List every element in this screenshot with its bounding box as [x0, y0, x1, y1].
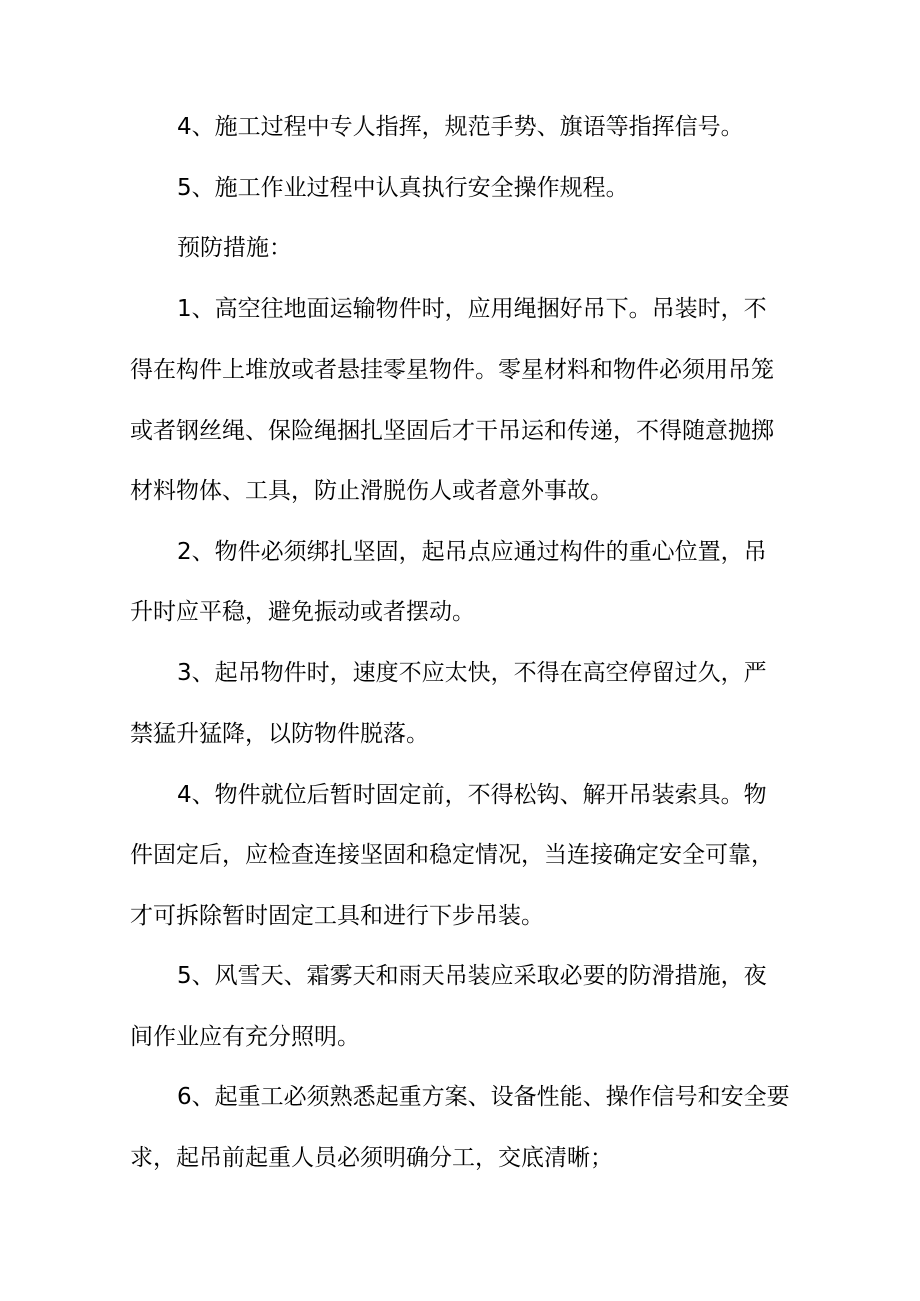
- text-line: [0, 653, 920, 693]
- text-line: [0, 714, 920, 754]
- text-line: [0, 107, 920, 147]
- text-line: [0, 228, 920, 268]
- text-line: [0, 1077, 920, 1117]
- text-line-content: 件固定后，应检查连接坚固和稳定情况，当连接确定安全可靠，: [130, 842, 774, 868]
- text-line: [0, 168, 920, 208]
- text-line-content: 4、施工过程中专人指挥，规范手势、旗语等指挥信号。: [177, 114, 744, 140]
- text-line-content: 禁猛升猛降，以防物件脱落。: [130, 721, 429, 747]
- text-line-content: 求，起吊前起重人员必须明确分工，交底清晰；: [130, 1145, 613, 1171]
- text-line-content: 或者钢丝绳、保险绳捆扎坚固后才干吊运和传递，不得随意抛掷: [130, 418, 774, 444]
- text-line-content: 4、物件就位后暂时固定前，不得松钩、解开吊装索具。物: [177, 782, 767, 808]
- text-line: [0, 956, 920, 996]
- text-line-content: 5、施工作业过程中认真执行安全操作规程。: [177, 175, 629, 201]
- text-line-content: 间作业应有充分照明。: [130, 1024, 360, 1050]
- text-line-content: 材料物体、工具，防止滑脱伤人或者意外事故。: [130, 478, 613, 504]
- text-line: [0, 411, 920, 451]
- text-line: [0, 471, 920, 511]
- text-line: [0, 1017, 920, 1057]
- text-line: [0, 835, 920, 875]
- text-line-content: 升时应平稳，避免振动或者摆动。: [130, 599, 475, 625]
- text-line: [0, 775, 920, 815]
- text-line-content: 得在构件上堆放或者悬挂零星物件。零星材料和物件必须用吊笼: [130, 357, 774, 383]
- text-line-content: 3、起吊物件时，速度不应太快，不得在高空停留过久，严: [177, 660, 767, 686]
- text-line: [0, 289, 920, 329]
- text-line-content: 1、高空往地面运输物件时，应用绳捆好吊下。吊装时，不: [177, 296, 767, 322]
- text-line-content: 6、起重工必须熟悉起重方案、设备性能、操作信号和安全要: [177, 1084, 790, 1110]
- text-line-content: 2、物件必须绑扎坚固，起吊点应通过构件的重心位置，吊: [177, 539, 767, 565]
- text-line-content: 5、风雪天、霜雾天和雨天吊装应采取必要的防滑措施，夜: [177, 963, 767, 989]
- text-line: [0, 896, 920, 936]
- text-line: [0, 1138, 920, 1178]
- text-line-content: 预防措施：: [177, 235, 292, 261]
- text-line: [0, 350, 920, 390]
- text-line: [0, 532, 920, 572]
- text-line-content: 才可拆除暂时固定工具和进行下步吊装。: [130, 903, 544, 929]
- text-line: [0, 592, 920, 632]
